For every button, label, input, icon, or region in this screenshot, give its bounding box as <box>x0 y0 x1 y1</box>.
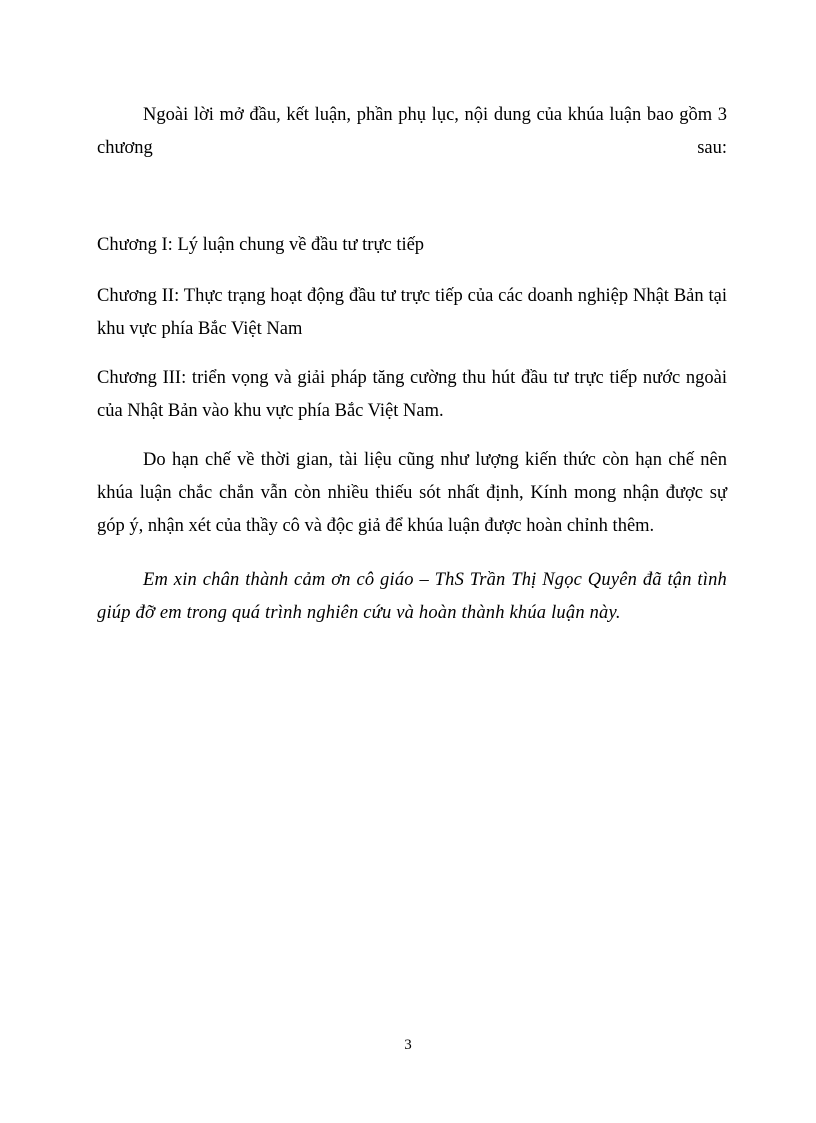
intro-paragraph: Ngoài lời mở đầu, kết luận, phần phụ lục, nội dung của khúa luận bao gồm 3 chương sau: <box>97 105 727 158</box>
chapter-2-paragraph: Chương II: Thực trạng hoạt động đầu tư trực tiếp của các doanh nghiệp Nhật Bản tại khu vực phía Bắc Việt Nam <box>97 286 727 339</box>
acknowledgement-paragraph: Em xin chân thành cảm ơn cô giáo – ThS Trần Thị Ngọc Quyên đã tận tình giúp đỡ em trong quá trình nghiên cứu và hoàn thành khúa luận này. <box>97 570 727 623</box>
page-number: 3 <box>404 1037 412 1053</box>
chapter-1-line: Chương I: Lý luận chung về đầu tư trực tiếp <box>97 235 425 255</box>
chapter-3-paragraph: Chương III: triển vọng và giải pháp tăng cường thu hút đầu tư trực tiếp nước ngoài của Nhật Bản vào khu vực phía Bắc Việt Nam. <box>97 368 727 421</box>
limitations-paragraph: Do hạn chế về thời gian, tài liệu cũng như lượng kiến thức còn hạn chế nên khúa luận chắc chắn vẫn còn nhiều thiếu sót nhất định, Kính mong nhận được sự góp ý, nhận xét của thầy cô và độc giả để khúa luận được hoàn chỉnh thêm. <box>97 450 727 536</box>
